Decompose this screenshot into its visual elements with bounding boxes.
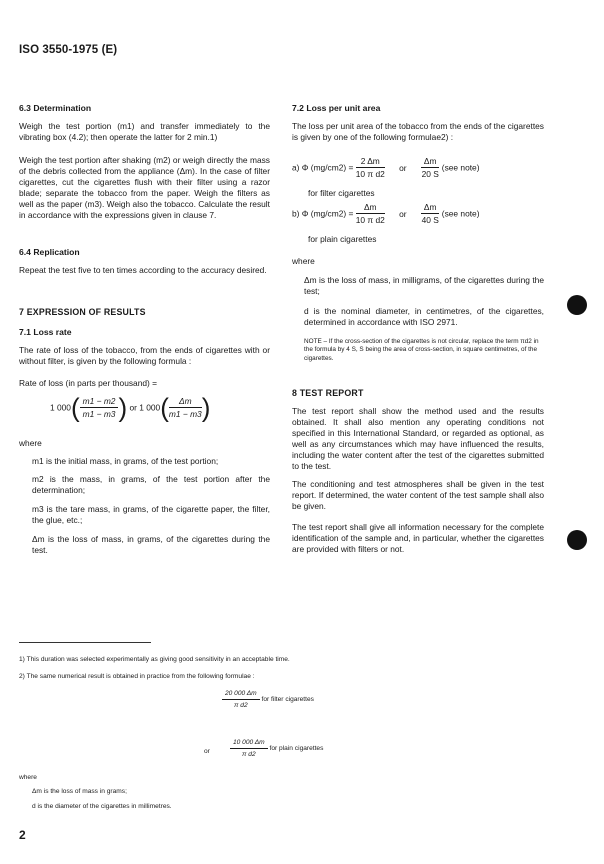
formula-coefficient: 1 000 [50, 402, 71, 413]
binding-hole-top [567, 295, 587, 315]
rate-of-loss-label: Rate of loss (in parts per thousand) = [19, 378, 158, 388]
document-header: ISO 3550-1975 (E) [19, 44, 118, 56]
definition-delta-m-mg: Δm is the loss of mass, in milligrams, of the cigarettes during the test; [304, 275, 544, 296]
formula-a-or: or [399, 162, 407, 173]
footnote-separator [19, 642, 151, 643]
formula-a-note: (see note) [441, 162, 480, 173]
formula-b-or: or [399, 208, 407, 219]
formula-a-fraction-1: $\frac{2 \Delta m}{\text{10 π d2}}$ [355, 156, 385, 179]
formula-b-fraction-2: $\frac{\Delta m}{40 S}$ [421, 202, 439, 225]
section-8-heading: 8 TEST REPORT [292, 388, 364, 398]
footnote-formula-plain [230, 738, 323, 759]
formula-a-fraction-2: $\frac{\Delta m}{20 S}$ [421, 156, 439, 179]
right-where-label: where [292, 256, 315, 266]
section-8-paragraph-2: The conditioning and test atmospheres shall be given in the test report. If determined, the water content of the test sample shall also be given. [292, 479, 544, 511]
section-8-paragraph-1: The test report shall show the method used and the results obtained. It shall also mention any operating conditions not specified in this International Standard, or regarded as optional, as well as any circumstances which may have influenced the results, including the water content after the test of the cigarettes submitted to the test. [292, 406, 544, 471]
section-6-4-heading: 6.4 Replication [19, 247, 80, 257]
formula-coefficient-2: 1 000 [139, 402, 161, 413]
footnote-2: 2) The same numerical result is obtained in practice from the following formulae : [19, 673, 255, 680]
formula-b-caption: for plain cigarettes [308, 234, 377, 244]
loss-rate-formula: 1 000( $\frac{m1 - m2}{m1 - m3}$ ) or 1 000( $\frac{\Delta m}{m1 - m3}$ ) [50, 392, 211, 423]
formula-a-caption: for filter cigarettes [308, 188, 375, 198]
footnote-where: where [19, 774, 37, 781]
where-label: where [19, 438, 42, 448]
formula-a [292, 156, 544, 179]
definition-delta-m: Δm is the loss of mass, in grams, of the cigarettes during the test. [32, 534, 270, 555]
footnote-fraction-1: $\frac{20 000 \Delta m}{\text{π d2}}$ [222, 689, 260, 710]
footnote-definition-1: Δm is the loss of mass in grams; [32, 788, 127, 795]
formula-fraction-2: $\frac{\Delta m}{m1 - m3}$ [168, 396, 202, 419]
footnote-fraction-2: $\frac{10 000 \Delta m}{\text{π d2}}$ [230, 738, 268, 759]
footnote-caption-1: for filter cigarettes [261, 696, 314, 703]
section-7-2-paragraph: The loss per unit area of the tobacco from the ends of the cigarettes is given by one of the following formulae2) : [292, 121, 544, 142]
binding-hole-bottom [567, 530, 587, 550]
formula-b-fraction-1: $\frac{\Delta m}{\text{10 π d2}}$ [355, 202, 385, 225]
definition-m2: m2 is the mass, in grams, of the test portion after the determination; [32, 474, 270, 495]
definition-m3: m3 is the tare mass, in grams, of the cigarette paper, the filter, the glue, etc.; [32, 504, 270, 525]
page-number: 2 [19, 828, 26, 842]
footnote-or: or [204, 748, 210, 755]
formula-b-note: (see note) [441, 208, 480, 219]
section-7-1-paragraph: The rate of loss of the tobacco, from the ends of cigarettes with or without filter, is given by the following formula : [19, 345, 270, 366]
section-6-3-paragraph-2: Weigh the test portion after shaking (m2) or weigh directly the mass of the debris collected from the appliance (Δm). In the case of filter cigarettes, cut the cigarettes flush with their filter using a razor blade; separate the tobacco from the paper. Weigh the filters as well as the paper (m3). Weigh also the tobacco. Calculate the result in accordance with the expressions given in clause 7. [19, 155, 270, 220]
section-6-4-paragraph: Repeat the test five to ten times according to the accuracy desired. [19, 265, 267, 275]
footnote-formula-filter [222, 689, 314, 710]
footnote-1: 1) This duration was selected experimentally as giving good sensitivity in an acceptable time. [19, 656, 290, 663]
section-7-2-heading: 7.2 Loss per unit area [292, 103, 381, 113]
section-8-paragraph-3: The test report shall give all information necessary for the complete identification of the sample and, in particular, whether the cigarettes are provided with filters or not. [292, 522, 544, 554]
section-7-heading: 7 EXPRESSION OF RESULTS [19, 307, 146, 317]
footnote-definition-2: d is the diameter of the cigarettes in millimetres. [32, 803, 172, 810]
formula-or: or [129, 402, 137, 413]
formula-b-label: b) Φ (mg/cm2) = [292, 208, 354, 219]
formula-b [292, 202, 544, 225]
section-6-3-heading: 6.3 Determination [19, 103, 92, 113]
formula-a-label: a) Φ (mg/cm2) = [292, 162, 354, 173]
section-7-2-note: NOTE – If the cross-section of the cigarettes is not circular, replace the term πd2 in the formula by 4 S, S being the area of cross-section, in square centimetres, of the cigarettes. [304, 338, 539, 362]
section-6-3-paragraph-1: Weigh the test portion (m1) and transfer immediately to the vibrating box (4.2); then operate the latter for 2 min.1) [19, 121, 270, 142]
formula-fraction-1: $\frac{m1 - m2}{m1 - m3}$ [80, 396, 119, 419]
footnote-caption-2: for plain cigarettes [269, 745, 324, 752]
definition-d: d is the nominal diameter, in centimetres, of the cigarettes, determined in accordance with ISO 2971. [304, 306, 544, 327]
definition-m1: m1 is the initial mass, in grams, of the test portion; [32, 456, 219, 466]
section-7-1-heading: 7.1 Loss rate [19, 327, 72, 337]
